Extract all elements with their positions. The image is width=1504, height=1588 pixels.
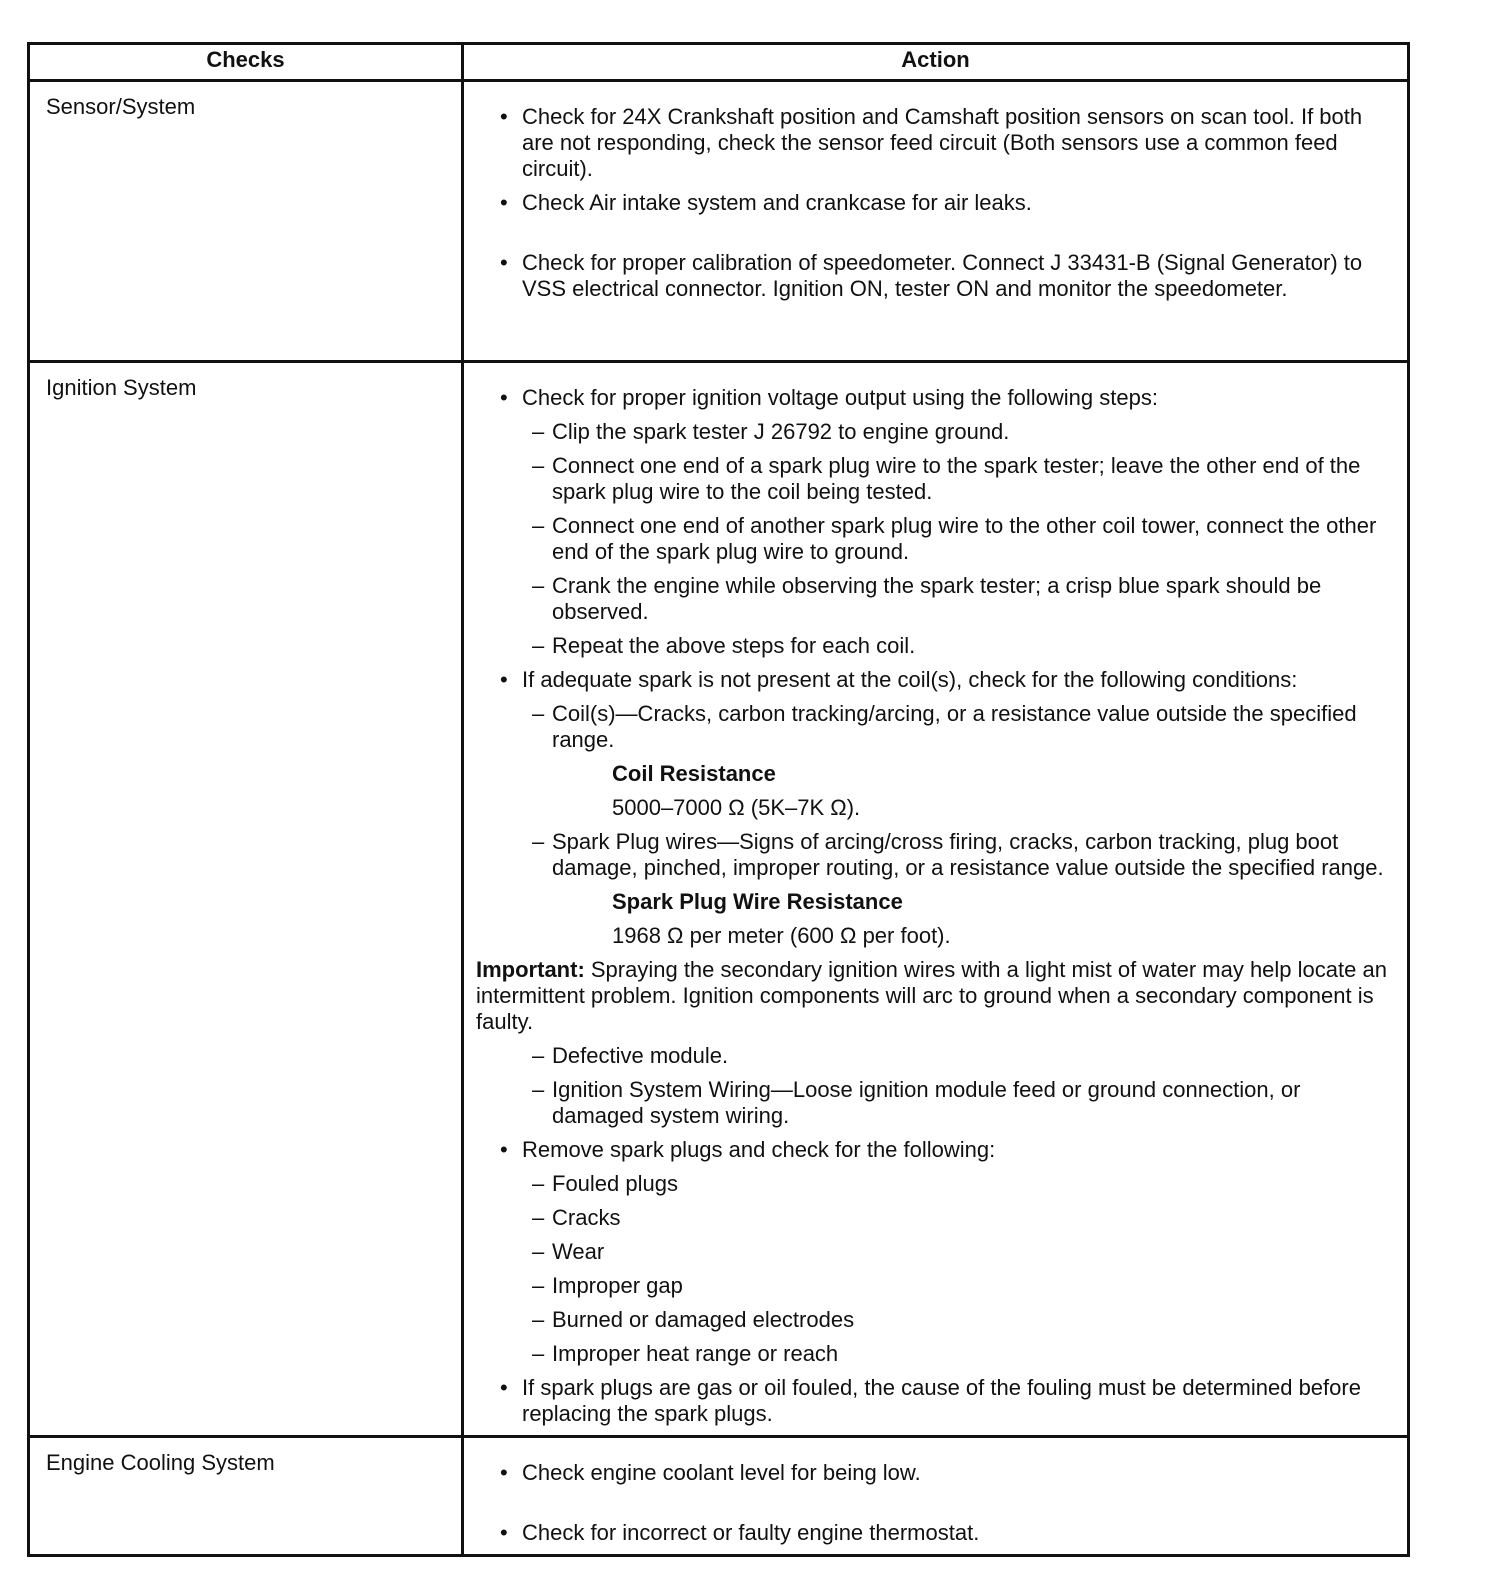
table-row-sensor-system [29,81,1409,362]
wire-resistance-spec-value: 1968 Ω per meter (600 Ω per foot). [612,923,951,948]
action-item: • Check Air intake system and crankcase for air leaks. [476,190,1397,216]
coil-resistance-spec-value: 5000–7000 Ω (5K–7K Ω). [612,795,861,820]
diagnostic-checks-table [27,42,1410,1557]
action-sub-item: – Crank the engine while observing the spark tester; a crisp blue spark should be observed. [476,573,1397,625]
important-label: Important: [476,957,585,982]
action-column-header: Action [463,44,1409,81]
action-sub-item: – Burned or damaged electrodes [476,1307,1397,1333]
action-sub-item: – Connect one end of another spark plug wire to the other coil tower, connect the other end of the spark plug wire to ground. [476,513,1397,565]
important-text: Spraying the secondary ignition wires with a light mist of water may help locate an intermittent problem. Ignition components will arc to ground when a secondary component is faulty. [476,957,1387,1034]
check-name-sensor-system: Sensor/System [29,81,463,362]
action-item: • If adequate spark is not present at the coil(s), check for the following conditions: [476,667,1397,693]
action-sub-item: – Repeat the above steps for each coil. [476,633,1397,659]
action-sub-item: – Connect one end of a spark plug wire to the spark tester; leave the other end of the spark plug wire to the coil being tested. [476,453,1397,505]
action-sub-item: – Defective module. [476,1043,1397,1069]
action-sub-item: – Improper gap [476,1273,1397,1299]
action-item: • Check engine coolant level for being low. [476,1460,1397,1486]
important-note [476,957,1397,1035]
action-sub-item: – Spark Plug wires—Signs of arcing/cross firing, cracks, carbon tracking, plug boot damage, pinched, improper routing, or a resistance value outside the specified range. [476,829,1397,881]
action-item: • Check for proper ignition voltage output using the following steps: [476,385,1397,411]
action-item: • Check for 24X Crankshaft position and Camshaft position sensors on scan tool. If both are not responding, check the sensor feed circuit (Both sensors use a common feed circuit). [476,104,1397,182]
action-sub-item: – Clip the spark tester J 26792 to engine ground. [476,419,1397,445]
action-sub-item: – Improper heat range or reach [476,1341,1397,1367]
header-row [29,44,1409,81]
action-item: • Check for incorrect or faulty engine thermostat. [476,1520,1397,1546]
table-row-engine-cooling-system [29,1437,1409,1556]
action-sub-item: – Wear [476,1239,1397,1265]
wire-resistance-spec-title: Spark Plug Wire Resistance [612,889,903,914]
action-sub-item: – Cracks [476,1205,1397,1231]
check-name-engine-cooling-system: Engine Cooling System [29,1437,463,1556]
action-item: • If spark plugs are gas or oil fouled, the cause of the fouling must be determined before replacing the spark plugs. [476,1375,1397,1427]
table-row-ignition-system [29,362,1409,1437]
checks-column-header: Checks [29,44,463,81]
action-item: • Check for proper calibration of speedometer. Connect J 33431-B (Signal Generator) to VSS electrical connector. Ignition ON, tester ON and monitor the speedometer. [476,250,1397,302]
check-name-ignition-system: Ignition System [29,362,463,1437]
action-sub-item: – Coil(s)—Cracks, carbon tracking/arcing, or a resistance value outside the specified range. [476,701,1397,753]
action-sub-item: – Fouled plugs [476,1171,1397,1197]
action-cell-sensor-system [463,81,1409,362]
action-item: • Remove spark plugs and check for the following: [476,1137,1397,1163]
action-cell-engine-cooling-system [463,1437,1409,1556]
coil-resistance-spec-title: Coil Resistance [612,761,776,786]
action-cell-ignition-system [463,362,1409,1437]
action-sub-item: – Ignition System Wiring—Loose ignition module feed or ground connection, or damaged system wiring. [476,1077,1397,1129]
